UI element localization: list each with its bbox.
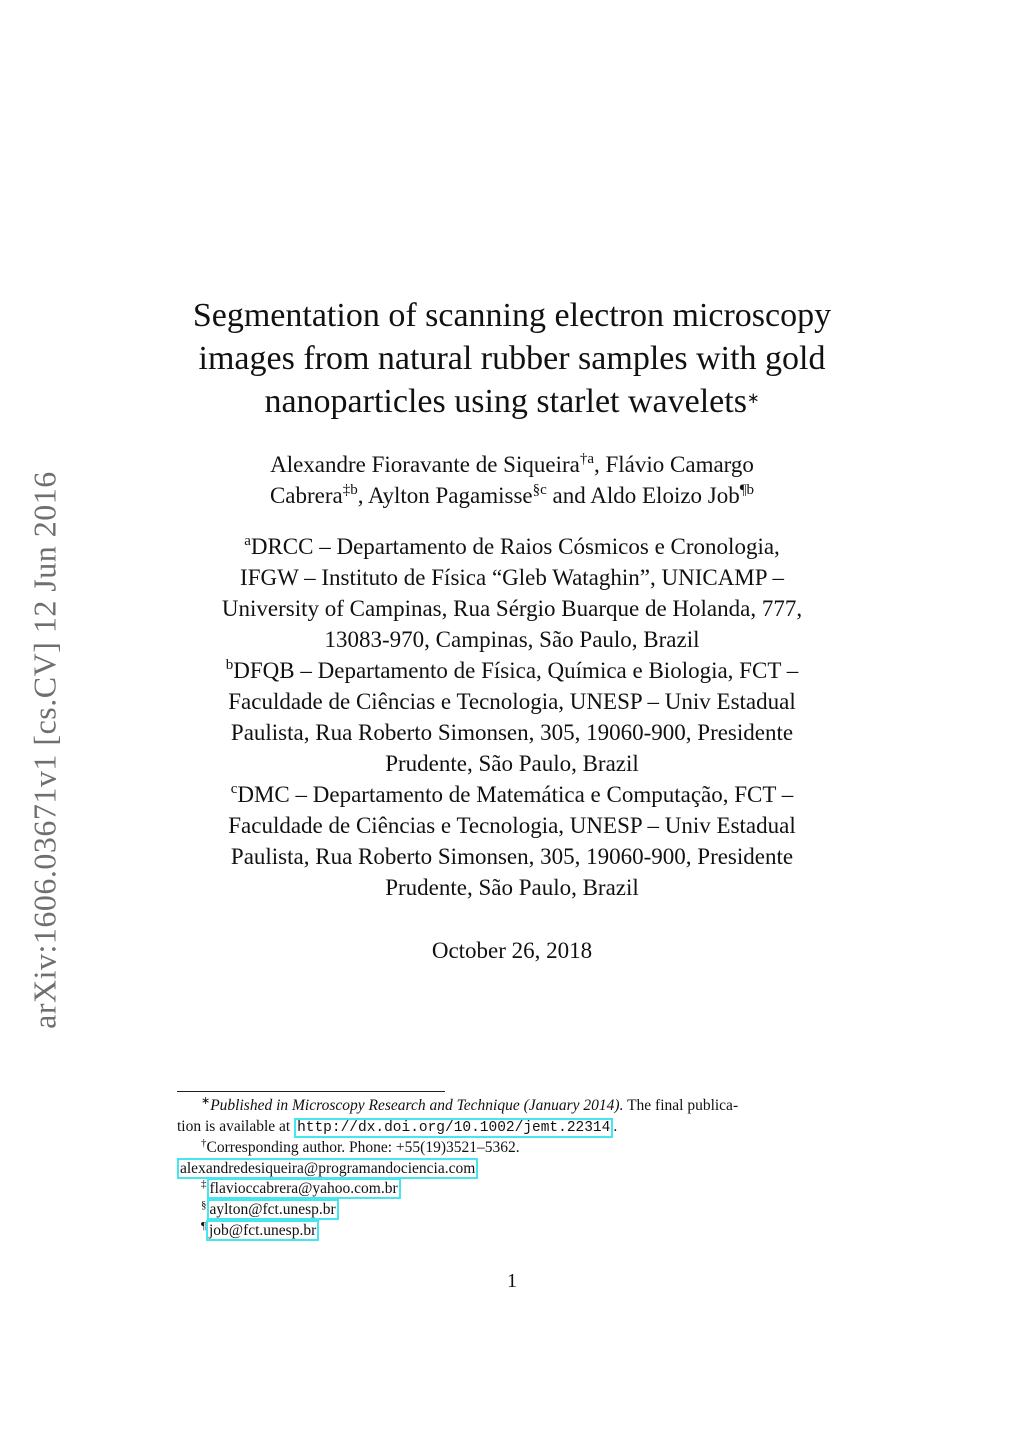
author-affiliation-mark: †a bbox=[579, 451, 594, 467]
footnote-publication-cont bbox=[177, 1117, 847, 1139]
footnote-text: The final publica- bbox=[623, 1097, 739, 1114]
author-name: Aylton Pagamisse bbox=[367, 483, 533, 508]
author-name: Cabrera bbox=[269, 483, 343, 508]
footnote-job bbox=[177, 1221, 847, 1242]
affiliation-line: 13083-970, Campinas, São Paulo, Brazil bbox=[324, 627, 700, 652]
footnote-divider bbox=[177, 1091, 445, 1092]
affiliation-line: Prudente, São Paulo, Brazil bbox=[385, 875, 639, 900]
affiliation-line: DFQB – Departamento de Física, Química e Biologia, FCT – bbox=[233, 658, 799, 683]
footnote-text: . bbox=[613, 1117, 618, 1135]
affiliation-label: b bbox=[225, 657, 234, 673]
affiliation-label: c bbox=[230, 781, 238, 797]
author-affiliation-mark: §c bbox=[532, 482, 547, 498]
title-line-2: images from natural rubber samples with gold bbox=[198, 340, 826, 377]
paper-title bbox=[160, 294, 864, 423]
affiliation-line: Faculdade de Ciências e Tecnologia, UNESP – Univ Estadual bbox=[228, 689, 796, 714]
title-line-3: nanoparticles using starlet wavelets bbox=[264, 383, 747, 420]
affiliation-line: Paulista, Rua Roberto Simonsen, 305, 19060-900, Presidente bbox=[230, 720, 794, 745]
affiliation-line: DMC – Departamento de Matemática e Computação, FCT – bbox=[237, 782, 794, 807]
footnote-cabrera bbox=[177, 1179, 847, 1200]
author-name: Aldo Eloizo Job bbox=[590, 483, 740, 508]
author-name: Alexandre Fioravante de Siqueira bbox=[270, 452, 580, 477]
affiliation-c bbox=[170, 779, 854, 903]
title-footnote-mark: ∗ bbox=[746, 391, 760, 407]
footnote-publication-venue: Published in Microscopy Research and Technique (January 2014). bbox=[210, 1097, 624, 1114]
author-list bbox=[180, 449, 844, 511]
affiliation-line: Faculdade de Ciências e Tecnologia, UNESP – Univ Estadual bbox=[228, 813, 796, 838]
affiliation-line: Paulista, Rua Roberto Simonsen, 305, 19060-900, Presidente bbox=[230, 844, 794, 869]
affiliation-label: a bbox=[244, 533, 251, 549]
footnote-mark: ‡ bbox=[201, 1178, 207, 1191]
affiliation-line: DRCC – Departamento de Raios Cósmicos e Cronologia, bbox=[250, 534, 780, 559]
page-number: 1 bbox=[507, 1270, 517, 1292]
email-link-cabrera[interactable]: flavioccabrera@yahoo.com.br bbox=[207, 1178, 401, 1199]
email-link-siqueira[interactable]: alexandredesiqueira@programandociencia.com bbox=[177, 1158, 478, 1179]
affiliations bbox=[170, 531, 854, 903]
footnote-mark: ∗ bbox=[201, 1095, 211, 1107]
email-link-pagamisse[interactable]: aylton@fct.unesp.br bbox=[207, 1199, 339, 1220]
footnote-text: tion is available at bbox=[177, 1117, 295, 1135]
arxiv-identifier-stamp: arXiv:1606.03671v1 [cs.CV] 12 Jun 2016 bbox=[26, 471, 63, 1029]
author-separator: , bbox=[594, 452, 606, 477]
footnote-text: Corresponding author. Phone: +55(19)3521–5362. bbox=[206, 1139, 520, 1157]
affiliation-b bbox=[170, 655, 854, 779]
footnote-mark: † bbox=[201, 1137, 207, 1150]
footnote-pagamisse bbox=[177, 1200, 847, 1221]
affiliation-line: IFGW – Instituto de Física “Gleb Wataghin”, UNICAMP – bbox=[240, 565, 784, 590]
footnote-mark: ¶ bbox=[201, 1219, 206, 1232]
doi-link[interactable]: http://dx.doi.org/10.1002/jemt.22314 bbox=[294, 1118, 613, 1138]
title-line-1: Segmentation of scanning electron microscopy bbox=[192, 297, 832, 334]
author-separator: , bbox=[357, 483, 368, 508]
author-name: Flávio Camargo bbox=[605, 452, 754, 477]
author-line-1 bbox=[180, 449, 844, 480]
footnote-mark: § bbox=[201, 1198, 207, 1211]
footnote-corresponding-email-line bbox=[177, 1159, 847, 1180]
paper-date: October 26, 2018 bbox=[431, 938, 593, 963]
footnote-corresponding bbox=[177, 1138, 847, 1159]
author-affiliation-mark: ‡b bbox=[342, 482, 358, 498]
author-affiliation-mark: ¶b bbox=[739, 482, 755, 498]
author-separator: and bbox=[546, 483, 591, 508]
email-link-job[interactable]: job@fct.unesp.br bbox=[206, 1220, 319, 1241]
affiliation-line: University of Campinas, Rua Sérgio Buarque de Holanda, 777, bbox=[221, 596, 803, 621]
affiliation-line: Prudente, São Paulo, Brazil bbox=[385, 751, 639, 776]
author-line-2 bbox=[180, 480, 844, 511]
footnote-publication bbox=[177, 1096, 847, 1117]
footnotes bbox=[177, 1096, 847, 1241]
affiliation-a bbox=[170, 531, 854, 655]
